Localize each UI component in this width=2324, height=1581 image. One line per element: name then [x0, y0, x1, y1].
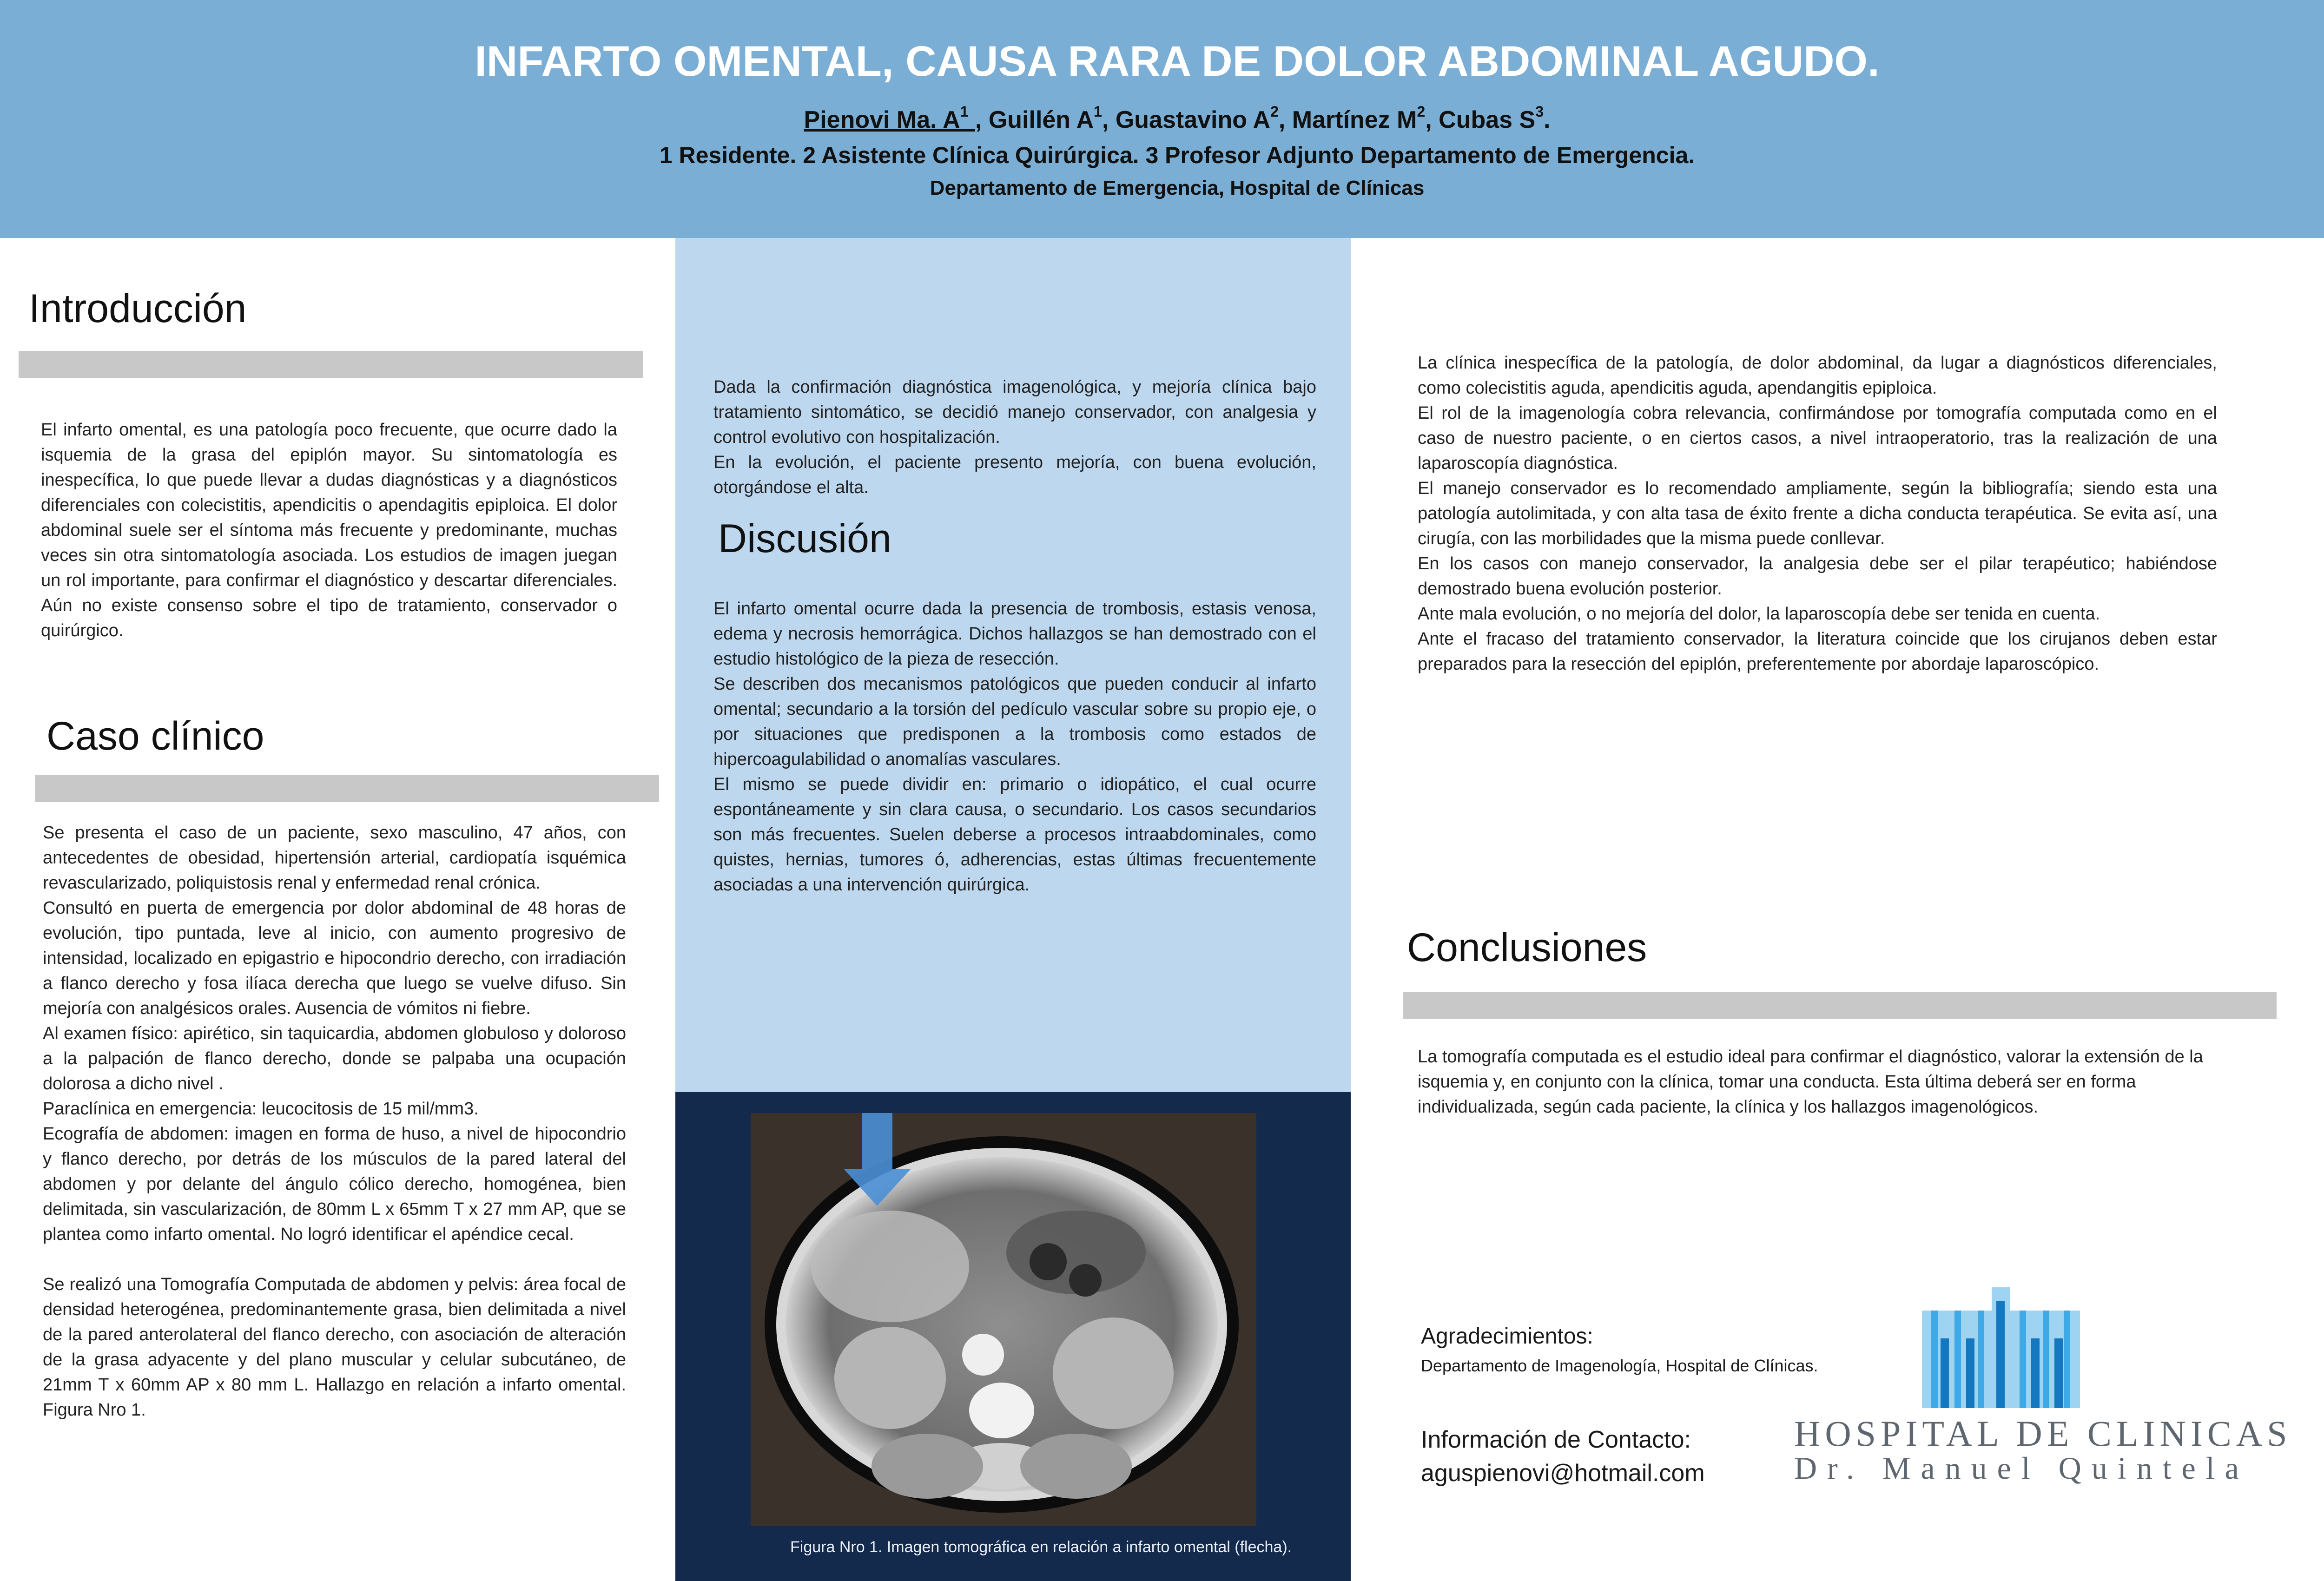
- discussion-continued-text: La clínica inespecífica de la patología, de dolor abdominal, da lugar a diagnósticos diferenciales, como colecistitis aguda, apendicitis aguda, apendangitis epiploica. El rol de la imagenología cobra relevancia, confirmándose por tomografía computada como en el caso de nuestro paciente, o en ciertos casos, a nivel intraoperatorio, tras la realización de una laparoscopía diagnóstica. El manejo conservador es lo recomendado ampliamente, según la bibliografía; siendo esta una patología autolimitada, y con alta tasa de éxito frente a dicha conducta terapéutica. Se evita así, una cirugía, con las morbilidades que la misma puede conllevar. En los casos con manejo conservador, la analgesia debe ser el pilar terapéutico; habiéndose demostrado buena evolución posterior. Ante mala evolución, o no mejoría del dolor, la laparoscopía debe ser tenida en cuenta. Ante el fracaso del tratamiento conservador, la literatura coincide que los cirujanos deben estar preparados para la resección del epiplón, preferentemente por abordaje laparoscópico.: [1418, 353, 2217, 674]
- affiliations: 1 Residente. 2 Asistente Clínica Quirúrgica. 3 Profesor Adjunto Departamento de Emergencia.: [659, 142, 1695, 168]
- acknowledgements-heading: Agradecimientos:: [1421, 1324, 1593, 1349]
- author-5: , Cubas $S^3$: [1425, 103, 1544, 133]
- treatment-text: Dada la confirmación diagnóstica imagenológica, y mejoría clínica bajo tratamiento sintomático, se decidió manejo conservador, con analgesia y control evolutivo con hospitalización. En la evolución, el paciente presento mejoría, con buena evolución, otorgándose el alta.: [713, 377, 1316, 497]
- hospital-logo: [1922, 1287, 2080, 1408]
- discussion-heading: Discusión: [718, 516, 891, 561]
- intro-divider: [19, 351, 643, 378]
- author-1: Pienovi Ma. $A^1$: [804, 103, 969, 133]
- conclusions-heading: Conclusiones: [1407, 925, 1647, 970]
- logo-subtitle: Dr. Manuel Quintela: [1794, 1450, 2249, 1486]
- acknowledgements-text: Departamento de Imagenología, Hospital de Clínicas.: [1421, 1356, 1818, 1375]
- author-3: , Guastavino $A^2$: [1102, 103, 1279, 133]
- contact-email[interactable]: aguspienovi@hotmail.com: [1421, 1460, 1705, 1487]
- hospital-building-icon: [1922, 1287, 2080, 1408]
- figure-caption: Figura Nro 1. Imagen tomográfica en relación a infarto omental (flecha).: [790, 1538, 1292, 1556]
- case-divider: [35, 775, 659, 802]
- case-heading: Caso clínico: [46, 714, 264, 758]
- contact-heading: Información de Contacto:: [1421, 1426, 1691, 1453]
- intro-text: El infarto omental, es una patología poco frecuente, que ocurre dado la isquemia de la grasa del epiplón mayor. Su sintomatología es inespecífica, lo que puede llevar a dudas diagnósticas y a diagnósticos diferenciales con colecistitis, apendicitis o apendagitis epiploica. El dolor abdominal suele ser el síntoma más frecuente y predominante, muchas veces sin otra sintomatología asociada. Los estudios de imagen juegan un rol importante, para confirmar el diagnóstico y descartar diferenciales. Aún no existe consenso sobre el tipo de tratamiento, conservador o quirúrgico.: [41, 420, 617, 640]
- department: Departamento de Emergencia, Hospital de Clínicas: [930, 177, 1425, 199]
- author-4: , Martínez $M^2$: [1278, 103, 1426, 133]
- intro-heading: Introducción: [29, 286, 247, 331]
- logo-name: HOSPITAL DE CLINICAS: [1794, 1413, 2292, 1454]
- discussion-text: El infarto omental ocurre dada la presencia de trombosis, estasis venosa, edema y necrosis hemorrágica. Dichos hallazgos se han demostrado con el estudio histológico de la pieza de resección. Se describen dos mecanismos patológicos que pueden conducir al infarto omental; secundario a la torsión del pedículo vascular sobre su propio eje, o por situaciones que predisponen a la trombosis como estados de hipercoagulabilidad o anomalías vasculares. El mismo se puede dividir en: primario o idiopático, el cual ocurre espontáneamente y sin clara causa, o secundario. Los casos secundarios son más frecuentes. Suelen deberse a procesos intraabdominales, como quistes, hernias, tumores ó, adherencias, estas últimas frecuentemente asociadas a una intervención quirúrgica.: [713, 599, 1316, 895]
- ct-scan-arrow-icon: [751, 1113, 1256, 1526]
- poster-title: INFARTO OMENTAL, CAUSA RARA DE DOLOR ABDOMINAL AGUDO.: [475, 38, 1880, 85]
- conclusions-divider: [1403, 992, 2277, 1019]
- author-2: , Guillén $A^1$: [975, 103, 1102, 133]
- conclusions-text: La tomografía computada es el estudio ideal para confirmar el diagnóstico, valorar la extensión de la isquemia y, en conjunto con la clínica, tomar una conducta. Esta última deberá ser en forma individualizada, según cada paciente, la clínica y los hallazgos imagenológicos.: [1418, 1047, 2203, 1117]
- ct-scan-image: [751, 1113, 1256, 1526]
- authors-line: Pienovi Ma. $A^1$ , Guillén $A^1$, Guastavino $A^2$, Martínez $M^2$, Cubas $S^3$.: [804, 103, 1551, 133]
- case-text: Se presenta el caso de un paciente, sexo masculino, 47 años, con antecedentes de obesidad, hipertensión arterial, cardiopatía isquémica revascularizado, poliquistosis renal y enfermedad renal crónica. Consultó en puerta de emergencia por dolor abdominal de 48 horas de evolución, tipo puntada, leve al inicio, con aumento progresivo de intensidad, localizado en epigastrio e hipocondrio derecho, con irradiación a flanco derecho y fosa ilíaca derecha que luego se vuelve difuso. Sin mejoría con analgésicos orales. Ausencia de vómitos ni fiebre. Al examen físico: apirético, sin taquicardia, abdomen globuloso y doloroso a la palpación de flanco derecho, donde se palpaba una ocupación dolorosa a dicho nivel . Paraclínica en emergencia: leucocitosis de 15 mil/mm3. Ecografía de abdomen: imagen en forma de huso, a nivel de hipocondrio y flanco derecho, por detrás de los músculos de la pared lateral del abdomen y por delante del ángulo cólico derecho, homogénea, bien delimitada, sin vascularización, de 80mm L x 65mm T x 27 mm AP, que se plantea como infarto omental. No logró identificar el apéndice cecal. Se realizó una Tomografía Computada de abdomen y pelvis: área focal de densidad heterogénea, predominantemente grasa, bien delimitada a nivel de la pared anterolateral del flanco derecho, con asociación de alteración de la grasa adyacente y del plano muscular y celular subcutáneo, de 21mm T x 60mm AP x 80 mm L. Hallazgo en relación a infarto omental. Figura Nro 1.: [43, 823, 626, 1420]
